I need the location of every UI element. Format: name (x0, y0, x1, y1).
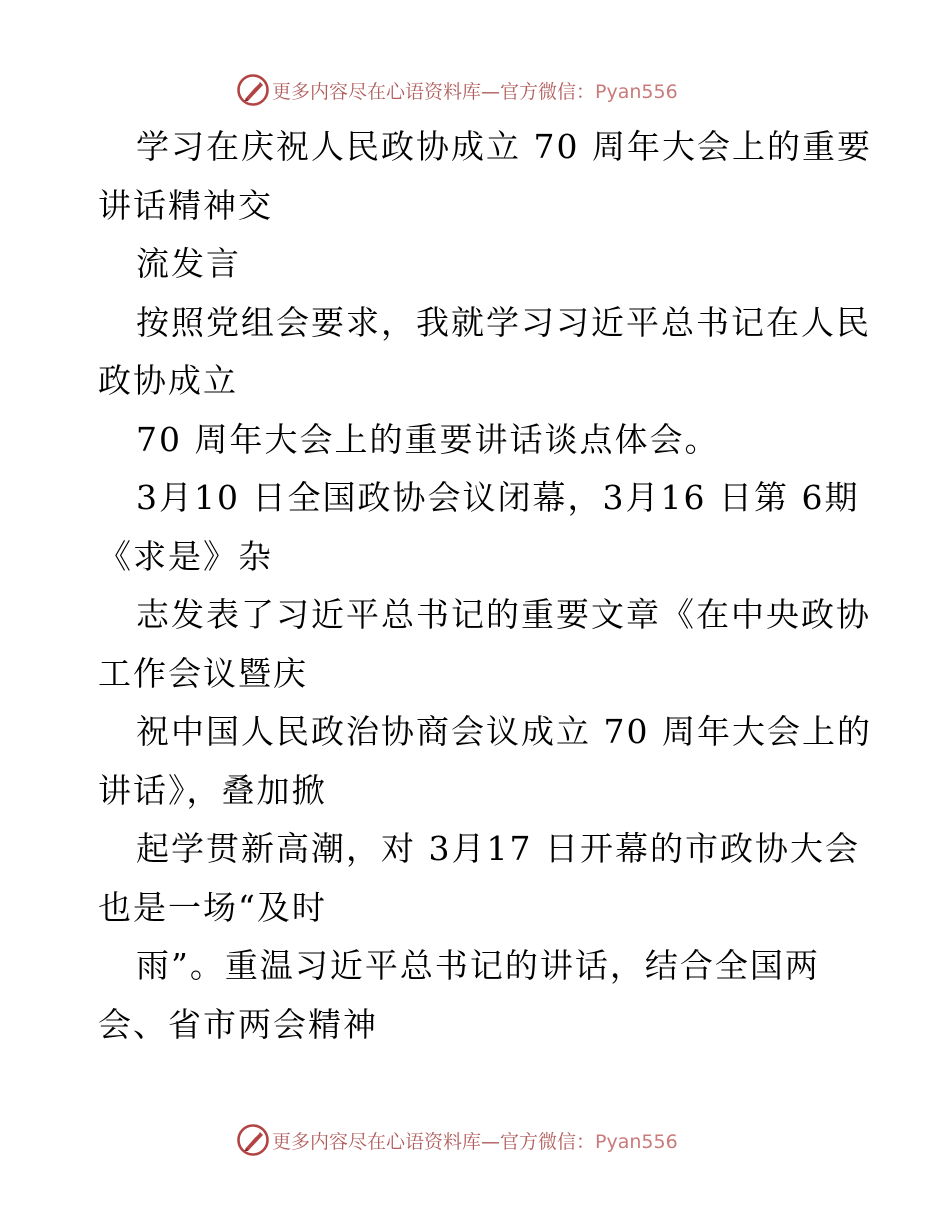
document-body (98, 118, 872, 1054)
footer-watermark (236, 1122, 678, 1158)
text-line: 志发表了习近平总书记的重要文章《在中央政协 (136, 595, 871, 634)
text-line: 雨”。重温习近平总书记的讲话，结合全国两 (136, 946, 820, 985)
watermark-text: 更多内容尽在心语资料库—官方微信：Pyan556 (272, 80, 678, 103)
text-line: 3月10 日全国政协会议闭幕，3月16 日第 6期 (136, 478, 860, 517)
text-line: 工作会议暨庆 (98, 653, 308, 693)
header-watermark (236, 72, 678, 108)
text-line: 按照党组会要求，我就学习习近平总书记在人民 (136, 302, 871, 342)
quill-pen-logo-icon (236, 1123, 270, 1157)
text-line: 讲话精神交 (98, 185, 273, 225)
text-line: 起学贯新高潮，对 3月17 日开幕的市政协大会 (136, 829, 860, 868)
text-line: 也是一场“及时 (98, 887, 327, 927)
text-line: 70 周年大会上的重要讲话谈点体会。 (136, 419, 720, 459)
text-line: 政协成立 (98, 361, 238, 400)
text-line: 流发言 (136, 244, 241, 283)
text-line: 讲话》，叠加掀 (98, 770, 327, 810)
text-line: 祝中国人民政治协商会议成立 70 周年大会上的 (136, 712, 872, 751)
text-line: 《求是》杂 (98, 536, 273, 576)
text-line: 会、省市两会精神 (98, 1004, 378, 1044)
quill-pen-logo-icon (236, 73, 270, 107)
text-line: 学习在庆祝人民政协成立 70 周年大会上的重要 (136, 127, 872, 166)
watermark-text: 更多内容尽在心语资料库—官方微信：Pyan556 (272, 1130, 678, 1153)
